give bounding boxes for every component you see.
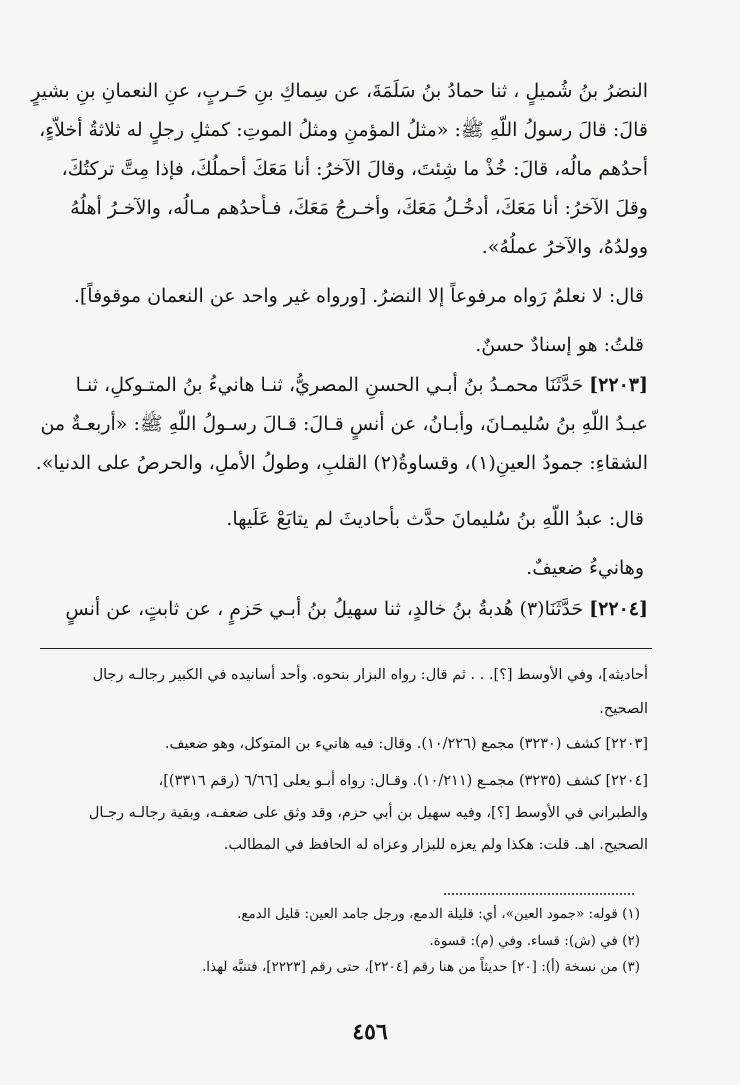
footnote-item	[80, 961, 640, 975]
commentary-line: قلتُ: هو إسنادٌ حسنٌ.	[475, 334, 644, 356]
hadith-text-line: الشقاءِ: جمودُ العينِ(١)، وقساوةُ(٢) القلبِ، وطولُ الأملِ، والحرصُ على الدنيا».	[35, 452, 648, 474]
takhrij-line: [٢٢٠٣] كشف (٣٢٣٠) مجمع (١٠/٢٢٦). وقال: فيه هانيء بن المتوكل، وهو ضعيف.	[164, 736, 648, 752]
takhrij-line: أحاديثه]، وفي الأوسط [؟]. . . ثم قال: رواه البزار بنحوه. وأحد أسانيده في الكبير رجالـه رجال	[92, 667, 648, 683]
footnote-marker: (١)	[622, 906, 640, 922]
footnote-separator	[40, 648, 652, 649]
footnote-text: في (ش): قساء. وفي (م): قسوة.	[429, 933, 618, 949]
takhrij-line: الصحيح.	[599, 701, 648, 717]
hadith-text-line: وقلَ الآخرُ: أنا مَعَكَ، أدخُـلُ مَعَكَ، وأخـرجُ مَعَكَ، فـأحدُهم مـالُه، والآخـرُ أهلُهُ	[70, 197, 648, 219]
footnote-item	[80, 908, 640, 922]
footnote-text: قوله: «جمود العين»، أي: قليلة الدمع، ورجل جامد العين: قليل الدمع.	[237, 906, 618, 922]
hadith-text-line: أحدُهم مالُه، قالَ: خُذْ ما شِئتَ، وقالَ الآخرُ: أنا مَعَكَ أحملُكَ، فإذا مِتَّ تركتُكَ،	[61, 158, 648, 180]
hadith-text-line: النضرُ بنُ شُميلٍ ، ثنا حمادُ بنُ سَلَمَةَ، عن سِماكِ بنِ حَـربٍ، عنِ النعمانِ بنِ بشيرٍ	[31, 80, 648, 102]
footnote-item	[80, 935, 640, 949]
hadith-text-line: عبـدُ اللّهِ بنُ سُليمـانَ، وأبـانُ، عن أنسٍ قـالَ: قـالَ رسـولُ اللّهِ ﷺ: «أربعـةٌ من	[40, 413, 648, 435]
hadith-text-line: وولدُهُ، والآخرُ عملُهُ».	[481, 236, 648, 258]
commentary-line: قال: لا نعلمُ رَواه مرفوعاً إلا النضرُ. [ورواه غير واحد عن النعمان موقوفاً].	[73, 285, 644, 307]
page-number: ٤٥٦	[352, 1019, 388, 1045]
footnote-marker: (٢)	[622, 933, 640, 949]
hadith-number: [٢٢٠٤]	[589, 598, 648, 620]
hadith-text: حَدَّثَنَا(٣) هُدبةُ بنُ خالدٍ، ثنا سهيلُ بنُ أبـي حَزمٍ ، عن ثابتٍ، عن أنسٍ	[65, 598, 584, 620]
commentary-line: قال: عبدُ اللّهِ بنُ سُليمانَ حدَّث بأحاديثَ لم يتابَعْ عَلَيها.	[226, 508, 644, 530]
hadith-number: [٢٢٠٣]	[589, 374, 648, 396]
hadith-text-line: قالَ: قالَ رسولُ اللّهِ ﷺ: «مثلُ المؤمنِ ومثلُ الموتِ: كمثلِ رجلٍ له ثلاثةُ أخلاّءٍ،	[39, 119, 648, 141]
takhrij-line: والطبراني في الأوسط [؟]، وفيه سهيل بن أبي حزم، وقد وثق على ضعفـه، وبقية رجالـه رجـال	[88, 805, 648, 821]
hadith-2203-line	[48, 376, 648, 395]
notes-divider	[444, 893, 634, 895]
footnote-text: من نسخة (أ): [٢٠] حديثاً من هنا رقم [٢٢٠٤]، حتى رقم [٢٢٢٣]، فتنبَّه لهذا.	[201, 959, 618, 975]
commentary-line: وهانيءُ ضعيفٌ.	[526, 557, 644, 579]
takhrij-line: [٢٢٠٤] كشف (٣٢٣٥) مجمـع (١٠/٢١١). وقـال: رواه أبـو يعلى [٦/٦٦ (رقم ٣٣١٦)]،	[158, 773, 648, 789]
takhrij-line: الصحيح. اهـ. قلت: هكذا ولم يعزه للبزار وعزاه له الحافظ في المطالب.	[223, 837, 648, 853]
hadith-text: حَدَّثَنَا محمـدُ بنُ أبـي الحسنِ المصريُّ، ثنـا هانيءُ بنُ المتـوكلِ، ثنـا	[75, 374, 584, 396]
hadith-2204-line	[48, 600, 648, 619]
footnote-marker: (٣)	[622, 959, 640, 975]
